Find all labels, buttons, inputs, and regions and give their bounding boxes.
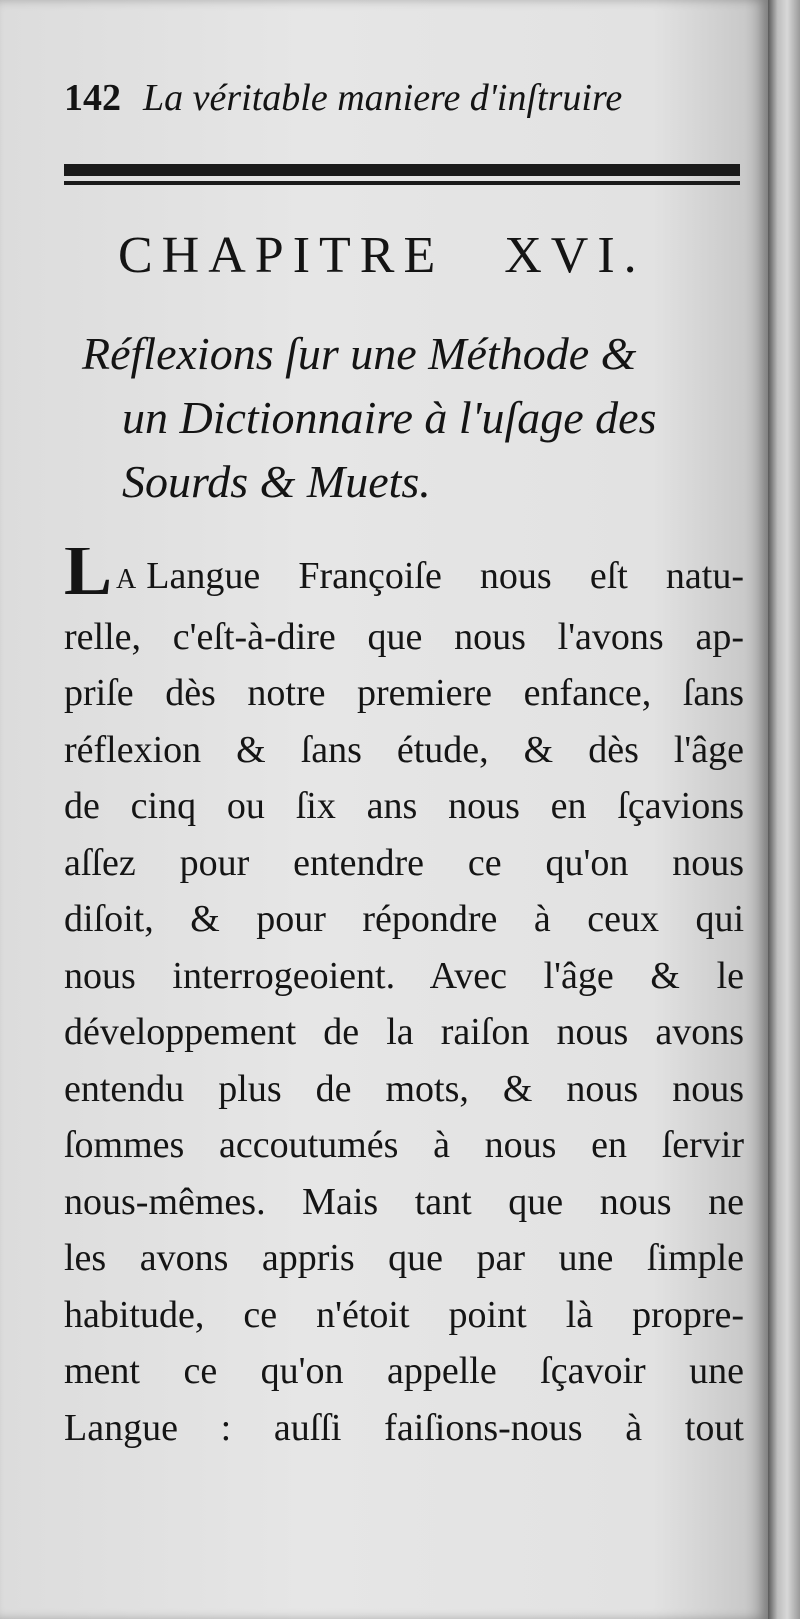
body-text [64,548,744,1456]
text-line-first [64,548,744,609]
header-rule-thick [64,164,740,176]
subtitle-line: un Dictionnaire à l'uſage des [122,392,657,443]
small-caps: A [116,564,139,595]
text-line: nous interrogeoient. Avec l'âge & le [64,954,744,997]
header-rule-thin [64,181,740,185]
text-line: relle, c'eſt-à-dire que nous l'avons ap- [64,615,744,658]
chapter-subtitle [82,322,742,514]
text-line: les avons appris que par une ſimple [64,1237,744,1279]
text-line: entendu plus de mots, & nous nous [64,1067,744,1110]
running-head [64,76,734,120]
subtitle-line: Réflexions ſur une Méthode & [82,328,637,379]
subtitle-line: Sourds & Muets. [122,456,431,507]
first-line-rest: Langue Françoiſe nous eſt natu- [146,555,744,597]
text-line: réflexion & ſans étude, & dès l'âge [64,728,744,771]
text-line: développement de la raiſon nous avons [64,1011,744,1053]
text-line: habitude, ce n'étoit point là propre- [64,1293,744,1336]
text-line: Langue : auſſi faiſions-nous à tout [64,1406,744,1449]
page-number: 142 [64,77,121,119]
text-line: aſſez pour entendre ce qu'on nous [64,841,744,884]
running-title: La véritable maniere d'inſtruire [143,77,623,119]
text-line: ment ce qu'on appelle ſçavoir une [64,1350,744,1392]
book-page-edge [768,0,800,1619]
chapter-label: CHAPITRE [118,227,445,284]
text-line: nous-mêmes. Mais tant que nous ne [64,1180,744,1223]
chapter-heading [118,226,718,285]
header-rule [64,164,740,190]
chapter-number: XVI. [504,227,646,284]
text-line: priſe dès notre premiere enfance, ſans [64,672,744,714]
text-line: ſommes accoutumés à nous en ſervir [64,1124,744,1166]
drop-cap: L [64,548,113,609]
text-line: diſoit, & pour répondre à ceux qui [64,898,744,940]
text-line: de cinq ou ſix ans nous en ſçavions [64,785,744,827]
